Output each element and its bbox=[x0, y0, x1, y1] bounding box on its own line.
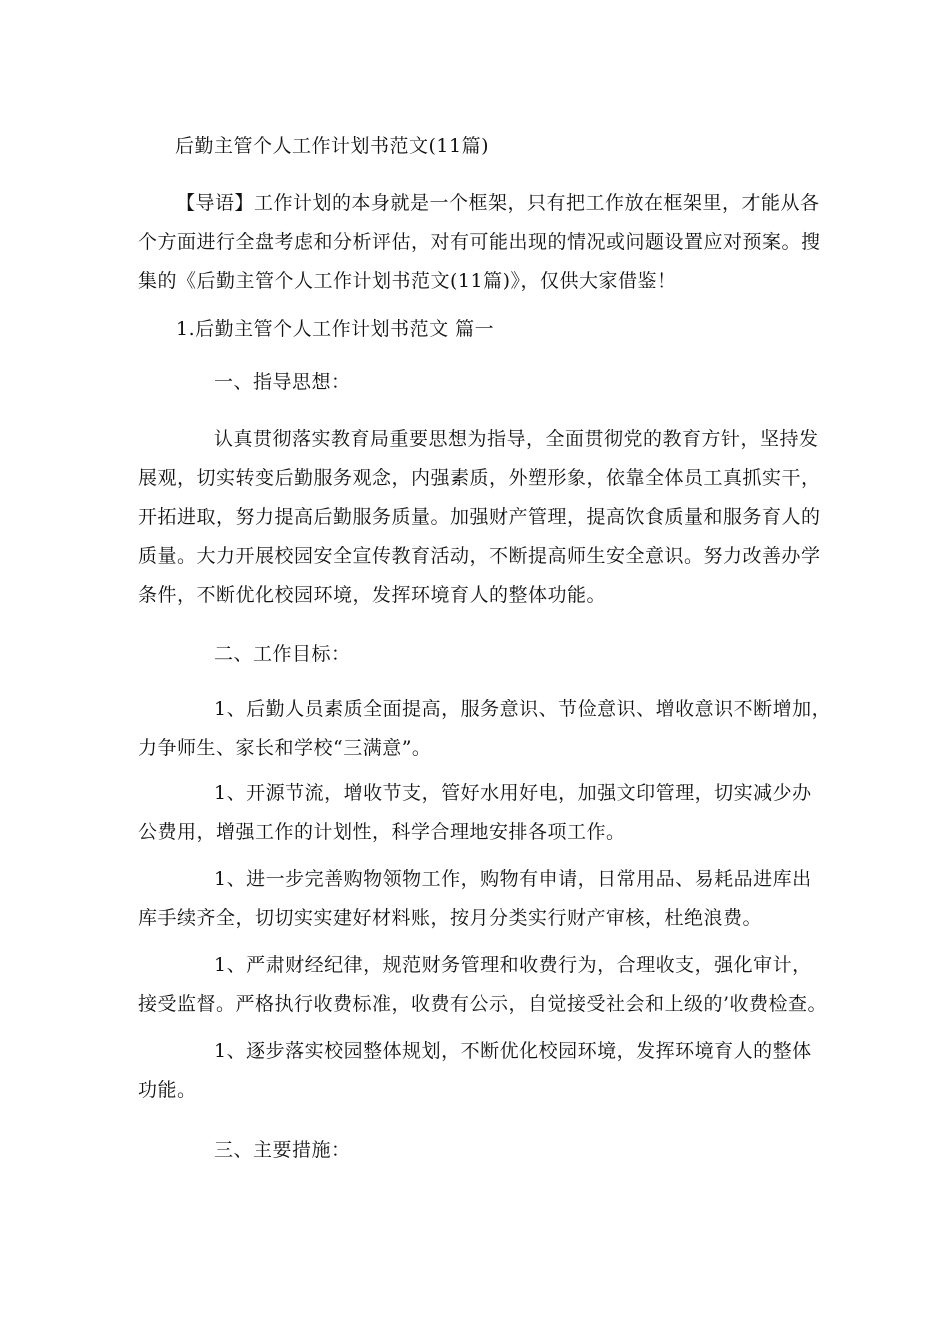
intro-label: 【导语】 bbox=[176, 192, 255, 214]
intro-text: 工作计划的本身就是一个框架，只有把工作放在框架里，才能从各 bbox=[254, 192, 820, 214]
part1-heading: 一、指导思想： bbox=[214, 371, 351, 393]
part1-line: 认真贯彻落实教育局重要思想为指导，全面贯彻党的教育方针，坚持发 bbox=[214, 428, 819, 450]
part1-line: 条件，不断优化校园环境，发挥环境育人的整体功能。 bbox=[138, 584, 607, 606]
goal-line: 功能。 bbox=[138, 1079, 197, 1101]
goal-line: 1、逐步落实校园整体规划，不断优化校园环境，发挥环境育人的整体 bbox=[214, 1040, 812, 1062]
part1-line: 展观，切实转变后勤服务观念，内强素质，外塑形象，依靠全体员工真抓实干， bbox=[138, 467, 821, 489]
part1-line: 开拓进取，努力提高后勤服务质量。加强财产管理，提高饮食质量和服务育人的 bbox=[138, 506, 821, 528]
goal-line: 1、进一步完善购物领物工作，购物有申请，日常用品、易耗品进库出 bbox=[214, 868, 812, 890]
goal-line: 1、开源节流，增收节支，管好水用好电，加强文印管理，切实减少办 bbox=[214, 782, 812, 804]
part1-line: 质量。大力开展校园安全宣传教育活动，不断提高师生安全意识。努力改善办学 bbox=[138, 545, 821, 567]
intro-line-3: 集的《后勤主管个人工作计划书范文(11篇)》，仅供大家借鉴！ bbox=[138, 270, 677, 292]
intro-line-1 bbox=[176, 185, 820, 221]
document-title: 后勤主管个人工作计划书范文(11篇) bbox=[175, 135, 490, 157]
goal-line: 接受监督。严格执行收费标准，收费有公示，自觉接受社会和上级的’收费检查。 bbox=[138, 993, 828, 1015]
part3-heading: 三、主要措施： bbox=[214, 1139, 351, 1161]
goal-line: 库手续齐全，切切实实建好材料账，按月分类实行财产审核，杜绝浪费。 bbox=[138, 907, 763, 929]
intro-line-2: 个方面进行全盘考虑和分析评估，对有可能出现的情况或问题设置应对预案。搜 bbox=[138, 231, 821, 253]
section-heading: 1.后勤主管个人工作计划书范文 篇一 bbox=[176, 318, 495, 340]
part2-heading: 二、工作目标： bbox=[214, 643, 351, 665]
goal-line: 力争师生、家长和学校“三满意”。 bbox=[138, 737, 432, 759]
goal-line: 1、严肃财经纪律，规范财务管理和收费行为，合理收支，强化审计， bbox=[214, 954, 812, 976]
goal-line: 1、后勤人员素质全面提高，服务意识、节俭意识、增收意识不断增加， bbox=[214, 698, 832, 720]
goal-line: 公费用，增强工作的计划性，科学合理地安排各项工作。 bbox=[138, 821, 626, 843]
